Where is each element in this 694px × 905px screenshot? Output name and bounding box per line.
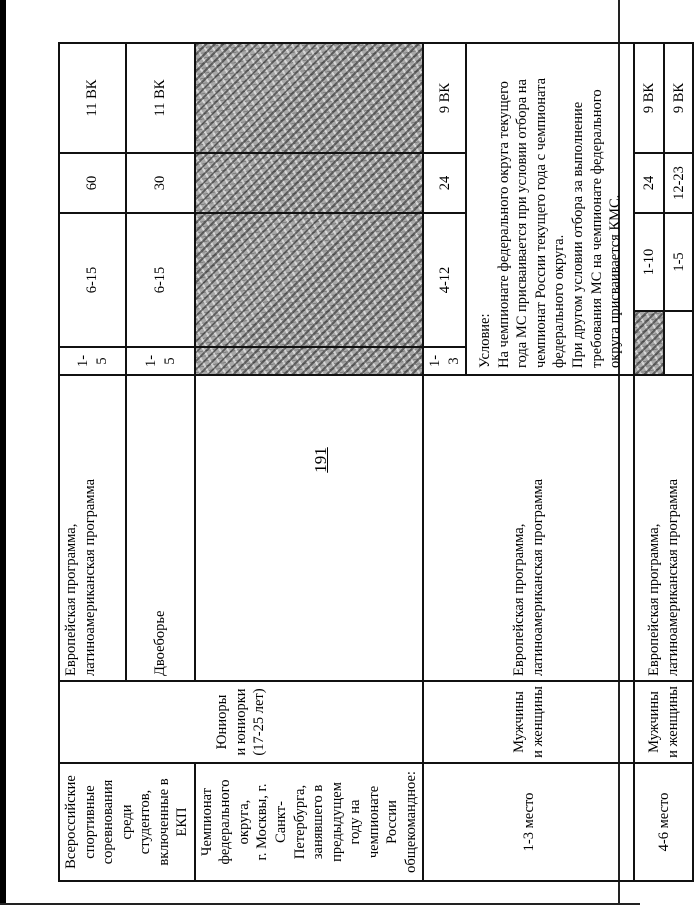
program-cell: Двоеборье: [126, 375, 195, 681]
program-cell: Европейская программа, латиноамериканская программа: [59, 375, 126, 681]
empty-cell: [195, 375, 424, 681]
hatched-cell: [195, 153, 424, 213]
place-range-cell: 4-6 место: [634, 763, 693, 881]
rank-cell: 11 ВК: [126, 43, 195, 153]
age-group-cell: Юниоры и юниорки (17-25 лет): [59, 681, 423, 763]
rank-cell: 9 ВК: [634, 43, 664, 153]
rank-cell: 9 ВК: [423, 43, 466, 153]
condition-note: Условие: На чемпионате федерального округа текущего года МС присваивается при условии отбора на чемпионат России текущего года с чемпионата федерального округа. При другом условии отбора за выполнение требования МС на чемпионате федерального округа присваивается КМС.: [466, 43, 634, 375]
hatched-cell: [195, 347, 424, 375]
place-cell: 1-5: [664, 213, 693, 311]
min-count-cell: 30: [126, 153, 195, 213]
participants-cell: 6-15: [126, 213, 195, 347]
place-cell: 1-5: [126, 347, 195, 375]
participants-cell: 6-15: [59, 213, 126, 347]
min-count-cell: 24: [634, 153, 664, 213]
participants-cell: 12-23: [664, 153, 693, 213]
place-range-cell: 1-3 место: [423, 763, 634, 881]
participants-cell: 4-12: [423, 213, 466, 347]
rank-cell: 9 ВК: [664, 43, 693, 153]
participants-cell: 1-10: [634, 213, 664, 311]
competition-cell: Всероссийские спортивные соревнования среди студентов, включенные в ЕКП: [59, 763, 195, 881]
empty-cell: [664, 311, 693, 375]
gender-cell: Мужчины и женщины: [634, 681, 693, 763]
place-cell: 1-3: [423, 347, 466, 375]
table-row: [59, 43, 126, 881]
hatched-cell: [634, 311, 664, 375]
min-count-cell: 60: [59, 153, 126, 213]
championship-cell: Чемпионат федерального округа, г. Москвы, г. Санкт- Петербурга, занявшего в предыдущем году на чемпионате России общекомандное:: [195, 763, 424, 881]
gender-cell: Мужчины и женщины: [423, 681, 634, 763]
rotated-table-wrapper: [58, 44, 687, 882]
page-number: 191: [311, 447, 330, 473]
min-count-cell: 24: [423, 153, 466, 213]
hatched-cell: [195, 213, 424, 347]
scan-edge-left: [0, 0, 6, 905]
table-row: [634, 43, 664, 881]
program-cell: Европейская программа, латиноамериканская программа: [634, 375, 693, 681]
rank-cell: 11 ВК: [59, 43, 126, 153]
qualification-table: [58, 42, 694, 882]
place-cell: 1-5: [59, 347, 126, 375]
hatched-cell: [195, 43, 424, 153]
table-row: [423, 43, 466, 881]
program-cell: Европейская программа, латиноамериканская программа: [423, 375, 634, 681]
